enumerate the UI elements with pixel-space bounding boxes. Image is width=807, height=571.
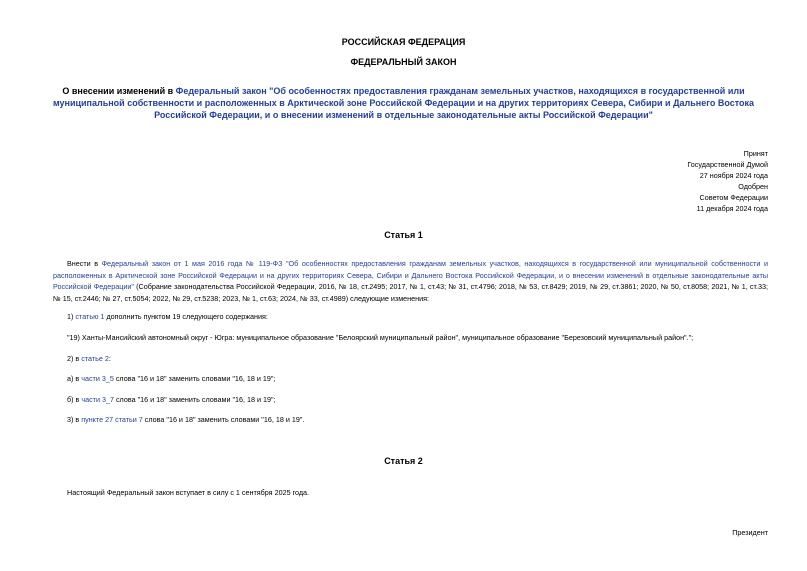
item-suffix: слова "16 и 18" заменить словами "16, 18 и 19"; [113, 395, 276, 404]
amendment-item-3 [53, 414, 768, 426]
country-heading: РОССИЙСКАЯ ФЕДЕРАЦИЯ [341, 37, 466, 47]
item-suffix: дополнить пунктом 19 следующего содержания: [104, 312, 268, 321]
approval-line: Советом Федерации [699, 193, 768, 202]
article-1-heading: Статья 1 [384, 230, 423, 240]
approval-date: 11 декабря 2024 года [696, 204, 768, 213]
part-3-7-link[interactable]: части 3_7 [81, 395, 114, 404]
approval-line: Одобрен [738, 182, 768, 191]
adoption-block [568, 148, 768, 214]
amendment-item-1 [53, 311, 768, 323]
article-2-text: Настоящий Федеральный закон вступает в силу с 1 сентября 2025 года. [67, 488, 310, 497]
item-prefix: 3) в [67, 415, 82, 424]
article-2-heading: Статья 2 [384, 456, 423, 466]
point-27-link[interactable]: пункте 27 [81, 415, 114, 424]
item-prefix: б) в [67, 395, 82, 404]
item-suffix: : [108, 354, 111, 363]
adoption-line: Принят [743, 149, 768, 158]
item-suffix: слова "16 и 18" заменить словами "16, 18 и 19". [142, 415, 305, 424]
amended-law-link[interactable]: Федеральный закон от 1 мая 2016 года № 119-ФЗ "Об особенностях предоставления гражданам земельных участков, находящихся в государственной или муниципальной собственности и расположенных в Арктической зоне Российской Федерации и на других территориях Севера, Сибири и Дальнего Востока Российской Федерации, и о внесении изменений в отдельные законодательные акты Российской Федерации" [53, 259, 768, 292]
document-type-heading: ФЕДЕРАЛЬНЫЙ ЗАКОН [350, 57, 457, 67]
title-prefix: О внесении изменений в [62, 86, 176, 96]
law-title [50, 85, 757, 121]
amendment-quote: "19) Ханты-Мансийский автономный округ - Югра: муниципальное образование "Белоярский муниципальный район", муниципальное образование "Березовский муниципальный район"."; [67, 333, 694, 342]
item-prefix: а) в [67, 374, 82, 383]
item-suffix: слова "16 и 18" заменить словами "16, 18 и 19"; [113, 374, 276, 383]
amendment-item-2a [53, 373, 768, 385]
title-law-link[interactable]: Федеральный закон "Об особенностях предоставления гражданам земельных участков, находящихся в государственной или муниципальной собственности и расположенных в Арктической зоне Российской Федерации и на других территориях Севера, Сибири и Дальнего Востока Российской Федерации, и о внесении изменений в отдельные законодательные акты Российской Федерации" [52, 86, 755, 120]
part-3-5-link[interactable]: части 3_5 [81, 374, 114, 383]
item-prefix: 2) в [67, 354, 82, 363]
amendment-item-2 [53, 353, 768, 365]
adoption-date: 27 ноября 2024 года [699, 171, 768, 180]
article-2-link[interactable]: статье 2 [81, 354, 109, 363]
article-1-intro [53, 258, 768, 304]
president-signature-label: Президент [732, 528, 768, 537]
article-7-link[interactable]: статьи 7 [115, 415, 143, 424]
item-prefix: 1) [67, 312, 76, 321]
adoption-line: Государственной Думой [687, 160, 768, 169]
intro-prefix: Внести в [67, 259, 102, 268]
intro-suffix: (Собрание законодательства Российской Федерации, 2016, № 18, ст.2495; 2017, № 1, ст.43; № 31, ст.4796; 2018, № 53, ст.8429; 2019, № 29, ст.3861; 2020, № 50, ст.8058; 2021, № 1, ст.33; № 15, ст.2446; № 27, ст.5054; 2022, № 29, ст.5238; 2023, № 1, ст.63; 2024, № 33, ст.4989) следующие изменения: [53, 282, 768, 303]
article-1-link[interactable]: статью 1 [75, 312, 105, 321]
amendment-item-2b [53, 394, 768, 406]
